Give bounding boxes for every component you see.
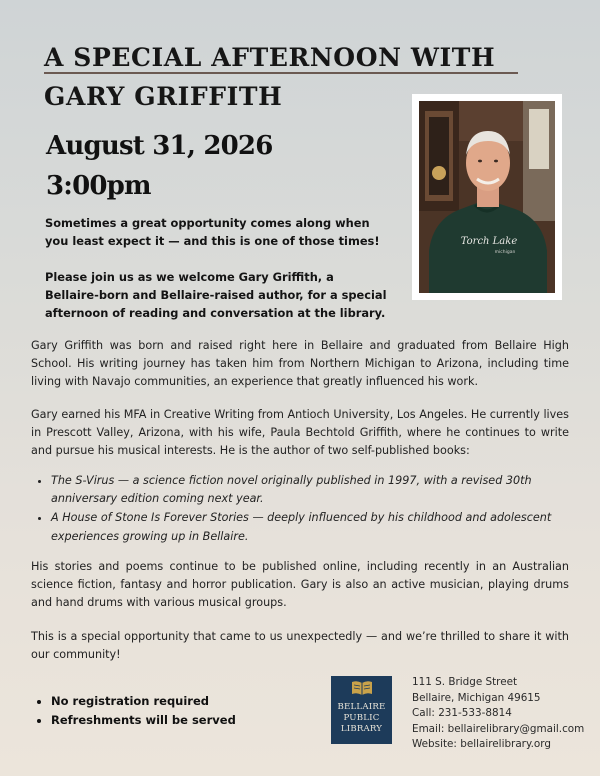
author-photo bbox=[412, 94, 562, 300]
library-logo bbox=[331, 676, 392, 744]
title-divider bbox=[44, 72, 518, 74]
note-refreshments: • Refreshments will be served bbox=[51, 711, 236, 730]
author-portrait bbox=[419, 101, 555, 293]
contact-website: Website: bellairelibrary.org bbox=[412, 738, 551, 750]
intro-paragraph-2: Please join us as we welcome Gary Griffith, a Bellaire-born and Bellaire-raised author, for a special afternoon of reading and conversation at the library. bbox=[45, 270, 387, 320]
shirt-subtext: michigan bbox=[494, 250, 516, 255]
book-item-house-of-stone: • A House of Stone Is Forever Stories — deeply influenced by his childhood and adolescent experiences growing up in Bellaire. bbox=[51, 509, 569, 545]
contact-phone: Call: 231-533-8814 bbox=[412, 707, 512, 719]
logo-line-3: LIBRARY bbox=[340, 724, 383, 734]
book-list bbox=[31, 472, 569, 547]
bio-paragraph-3: His stories and poems continue to be published online, including recently in an Australian science fiction, fantasy and horror publication. Gary is also an active musician, playing drums and hand drums with various musical groups. bbox=[31, 560, 569, 610]
logo-line-2: PUBLIC bbox=[343, 713, 380, 723]
contact-email: Email: bellairelibrary@gmail.com bbox=[412, 722, 585, 735]
contact-street: 111 S. Bridge Street bbox=[412, 676, 518, 688]
event-notes bbox=[33, 692, 236, 730]
bio-paragraph-1: Gary Griffith was born and raised right here in Bellaire and graduated from Bellaire High School. His writing journey has taken him from Northern Michigan to Arizona, including time living with Navajo communities, an experience that greatly influenced his work. bbox=[31, 339, 569, 389]
bio-paragraph-2: Gary earned his MFA in Creative Writing from Antioch University, Los Angeles. He currently lives in Prescott Valley, Arizona, with his wife, Paula Bechtold Griffith, where he continues to write and pursue his musical interests. He is the author of two self-published books: bbox=[31, 408, 569, 458]
event-time: 3:00pm bbox=[46, 171, 151, 201]
logo-line-1: BELLAIRE bbox=[337, 702, 386, 712]
title-line-2: GARY GRIFFITH bbox=[44, 82, 283, 111]
book-item-s-virus: • The S-Virus — a science fiction novel originally published in 1997, with a revised 30th anniversary edition coming next year. bbox=[51, 472, 569, 508]
intro-text bbox=[45, 214, 390, 340]
event-date: August 31, 2026 bbox=[46, 131, 273, 161]
note-registration: • No registration required bbox=[51, 692, 236, 711]
shirt-text: Torch Lake bbox=[460, 236, 518, 247]
portrait-illustration bbox=[419, 101, 555, 293]
title-line-1: A SPECIAL AFTERNOON WITH bbox=[44, 43, 496, 72]
library-contact bbox=[412, 675, 584, 753]
library-logo-text bbox=[331, 702, 392, 735]
closing-paragraph: This is a special opportunity that came to us unexpectedly — and we’re thrilled to share it with our community! bbox=[31, 630, 569, 662]
contact-city: Bellaire, Michigan 49615 bbox=[412, 691, 541, 704]
intro-paragraph-1: Sometimes a great opportunity comes along when you least expect it — and this is one of those times! bbox=[45, 216, 380, 248]
open-book-icon bbox=[351, 680, 373, 696]
